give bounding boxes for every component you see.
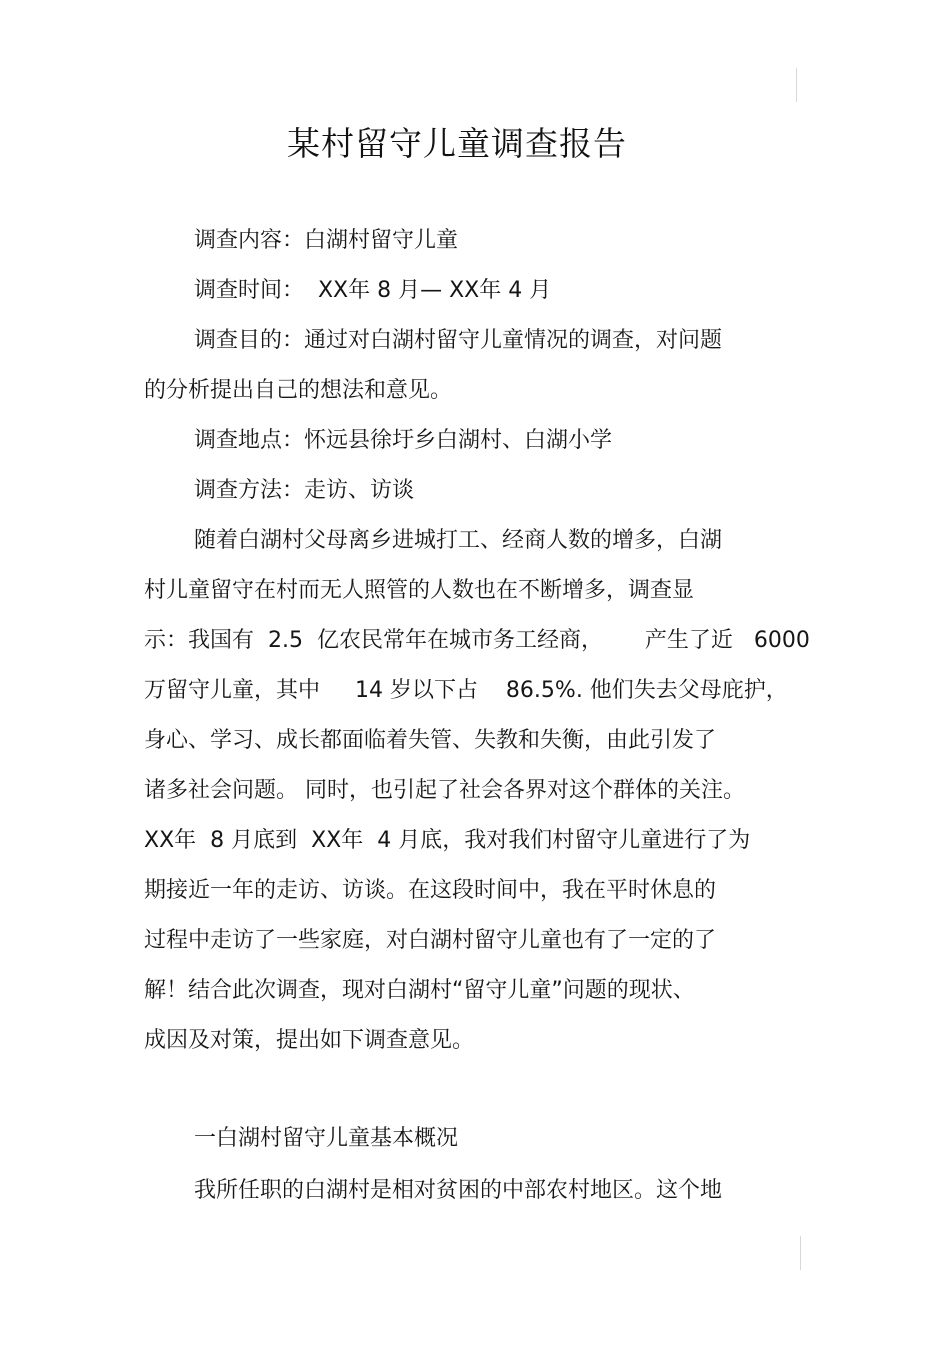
paragraph-line: 解！结合此次调查，现对白湖村“留守儿童”问题的现状、 (144, 978, 695, 1003)
section-heading: 一白湖村留守儿童基本概况 (194, 1126, 459, 1151)
survey-content-line: 调查内容：白湖村留守儿童 (194, 228, 459, 253)
page-edge-mark-bottom (800, 1236, 801, 1270)
paragraph-line: XX年 8 月底到 XX年 4 月底，我对我们村留守儿童进行了为 (144, 828, 751, 853)
survey-method-line: 调查方法：走访、访谈 (194, 478, 415, 503)
paragraph-line: 随着白湖村父母离乡进城打工、经商人数的增多，白湖 (194, 528, 723, 553)
document-title: 某村留守儿童调查报告 (287, 124, 627, 163)
paragraph-line: 成因及对策，提出如下调查意见。 (144, 1028, 475, 1053)
survey-purpose-cont: 的分析提出自己的想法和意见。 (144, 378, 453, 403)
survey-time-line: 调查时间： XX年 8 月— XX年 4 月 (194, 278, 552, 303)
paragraph-line: 诸多社会问题。 同时，也引起了社会各界对这个群体的关注。 (144, 778, 745, 803)
paragraph-line: 示：我国有 2.5 亿农民常年在城市务工经商， 产生了近 6000 (144, 628, 810, 653)
survey-location-line: 调查地点：怀远县徐圩乡白湖村、白湖小学 (194, 428, 613, 453)
page-edge-mark-top (796, 68, 797, 102)
paragraph-line: 村儿童留守在村而无人照管的人数也在不断增多，调查显 (144, 578, 695, 603)
survey-purpose-line: 调查目的：通过对白湖村留守儿童情况的调查，对问题 (194, 328, 723, 353)
paragraph-line: 万留守儿童，其中 14 岁以下占 86.5%. 他们失去父母庇护， (144, 678, 788, 703)
paragraph-line: 过程中走访了一些家庭，对白湖村留守儿童也有了一定的了 (144, 928, 717, 953)
paragraph-line: 身心、学习、成长都面临着失管、失教和失衡，由此引发了 (144, 728, 717, 753)
paragraph-line: 期接近一年的走访、访谈。在这段时间中，我在平时休息的 (144, 878, 717, 903)
paragraph-line: 我所任职的白湖村是相对贫困的中部农村地区。这个地 (194, 1178, 723, 1203)
